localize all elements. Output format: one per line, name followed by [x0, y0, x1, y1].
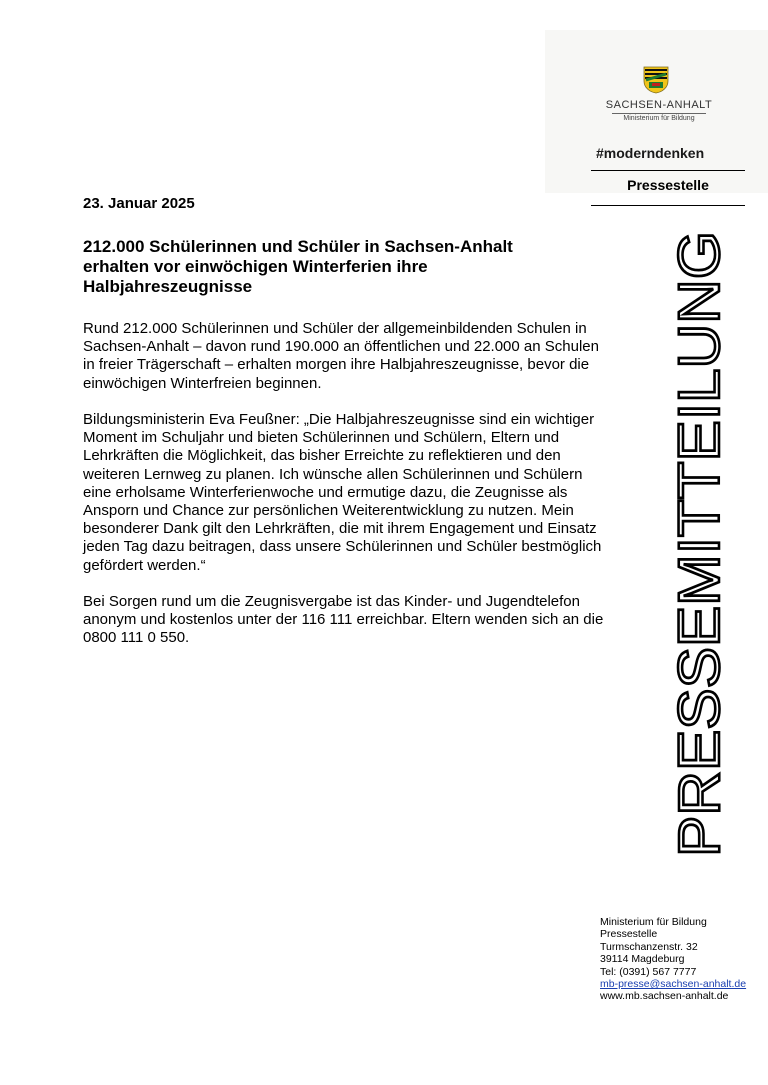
headline: 212.000 Schülerinnen und Schüler in Sachsen-Anhalt erhalten vor einwöchigen Winterferien ihre Halbjahreszeugnisse — [83, 237, 513, 296]
contact-ministry: Ministerium für Bildung — [600, 916, 707, 928]
contact-block — [600, 916, 746, 1003]
vertical-title-text: PRESSEMITTEILUNG — [667, 270, 732, 857]
logo-block — [545, 30, 768, 193]
contact-website[interactable]: www.mb.sachsen-anhalt.de — [600, 990, 729, 1003]
vertical-title — [615, 228, 755, 860]
paragraph-intro: Rund 212.000 Schülerinnen und Schüler der allgemeinbildenden Schulen in Sachsen-Anhalt – davon rund 190.000 an öffentlichen und 22.000 an Schulen in freier Trägerschaft – erhalten morgen ihre Halbjahreszeugnisse, bevor die einwöchigen Winterfreien beginnen. — [83, 320, 599, 392]
paragraph-helpline: Bei Sorgen rund um die Zeugnisvergabe ist das Kinder- und Jugendtelefon anonym und kostenlos unter der 116 111 erreichbar. Eltern wenden sich an die 0800 111 0 550. — [83, 593, 604, 647]
hashtag: #moderndenken — [596, 145, 705, 161]
paragraph-quote: Bildungsministerin Eva Feußner: „Die Halbjahreszeugnisse sind ein wichtiger Moment im Schuljahr und bieten Schülerinnen und Schülern, Eltern und Lehrkräften die Möglichkeit, das bisher Erreichte zu reflektieren und den weiteren Lernweg zu planen. Ich wünsche allen Schülerinnen und Schülern eine erholsame Winterferienwoche und ermutige dazu, die Zeugnisse als Ansporn und Chance zur persönlichen Weiterentwicklung zu nutzen. Mein besonderer Dank gilt den Lehrkräften, die mit ihrem Engagement und Einsatz jeden Tag dazu beitragen, dass unsere Schülerinnen und Schüler bestmöglich gefördert werden.“ — [83, 411, 602, 574]
state-name: SACHSEN-ANHALT — [605, 99, 713, 111]
contact-street: Turmschanzenstr. 32 — [600, 940, 698, 953]
contact-phone: Tel: (0391) 567 7777 — [600, 965, 697, 978]
logo-divider — [612, 113, 706, 114]
bottom-rule — [591, 205, 745, 206]
top-rule — [591, 170, 745, 171]
contact-email-link[interactable]: mb-presse@sachsen-anhalt.de — [600, 978, 747, 991]
contact-city: 39114 Magdeburg — [600, 953, 685, 966]
department-label: Pressestelle — [627, 177, 709, 193]
press-release-date: 23. Januar 2025 — [83, 195, 195, 212]
contact-department: Pressestelle — [600, 928, 658, 941]
coat-of-arms-icon — [643, 66, 669, 94]
logo-ministry: Ministerium für Bildung — [623, 115, 695, 122]
